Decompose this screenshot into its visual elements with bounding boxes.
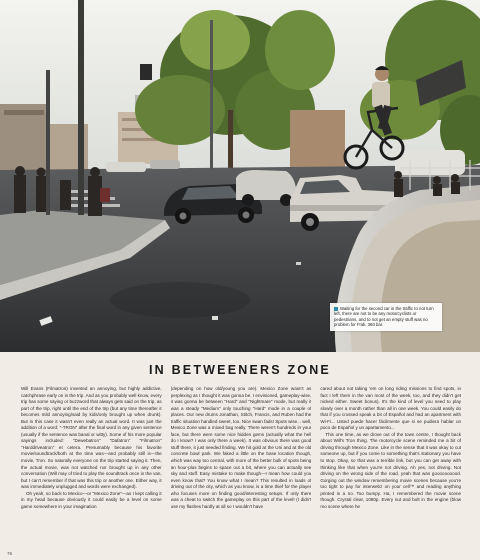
photo-caption xyxy=(330,303,442,331)
caption-marker-icon xyxy=(334,307,338,311)
paragraph: cared about not taking 'em on long riding missions to find spots, in fact I left them in the van most of the week, too, and they didn't get nicked either. Sweet bonus). It's the kind of level you need to play slowly over a month rather than all in one week. You could easily do that if you crossed speak a bit of Español and had an apartment with Wi-Fi... Usted puede hacer fácilmente que si se pudiera hablar un poco de Español y un apartamento... xyxy=(320,386,462,431)
column-1 xyxy=(21,386,162,546)
paragraph: Will Evans (Filmatron) invented an annoying, but highly addictive, catchphrase early on in the trip. And as you probably well know, every trip has some saying or buzzword that always gets said on the trip, as part of the trip, right until the end of the trip (but any time thereafter it becomes mild annoying/said by kids/only brought up when drunk). But in this case it wasn't even really an actual word. It was just the addition of a word: "-TRON" after the final word in any given sentence (usually if the sentence was banal or witty). Some of his more popular sayings included: "Dewebatron" "Dafatron" "Filmatron" "Harddriveatron" et cetera. Presumably because his favorite movie/soundtrack/both at the time was—and probably still is—the movie, Tron. So naturally everyone on the trip started saying it. Then, the actual movie, was not watched nor brought up in any other conversation (Will may of tried to play the soundtrack once in the van, but I can't remember if that was this trip or another one. Either way, it was immediately unplugged and words were exchanged). xyxy=(21,386,162,490)
paragraph: Oh yeah, so back to Mexico—or "Mexico Zone"—as I kept calling it in my head because obviously it could easily be a level on some game somewhere in your imagination xyxy=(21,490,162,509)
paragraph: (depending on how old/young you are). Mexico Zone wasn't as perplexing as I thought it was gonna be. I envisioned, gameplay-wise, it was gonna be between "Hard" and "Nightmare" mode, but really it was a steady "Medium" only touching "Hard" mode in a couple of places. Our new drums Jonathan, Stitch, Francis, and Ruben had the traffic situation handled sweet, too. Nice swan fads! Spots wise... well, Mexico Zone was a mixed bag really. There weren't hundreds in your face, but there were some nice hidden gems (actually what the hell do I know? I was only there a week). It was obvious there was good stuff there, it just needed finding. We hit gold at the Uni and at the old concrete bowl park. We faked a little on the base location though, which was way too central, with more of the better bulk of spots being an hour-plus begins to space out a bit, where you can actually see sky and stuff. Easy mistake to make though—I mean how could you even know that? You know what I mean? This resulted in loads of driving out of the city, which as you know, is a time thief for the player who focuses more on finding good/interesting setups. If only there was a cheat to switch the gameplay on this part of the level! (I didn't use my flashes hardly at all so I wouldn't have xyxy=(170,386,312,509)
article-headline: IN BETWEENERS ZONE xyxy=(149,363,331,377)
caption-text: Waiting for the second car in the traffic to not turn left, there are not to be any motorcyclists or pedestrians, and to not get an empty stuff was no problem for Fridi. 360 bar. xyxy=(334,306,434,328)
page-number: 76 xyxy=(7,551,13,556)
column-2 xyxy=(171,386,312,546)
article-body xyxy=(21,386,461,546)
column-3 xyxy=(320,386,461,546)
paragraph: This one time, as we drove out of the town centre, I thought back about Will's Tron thing. The motorcycle scene reminded me a bit of driving through Mexico Zone. Like in the sense that it was okay to cut someone up, but if you come to something that's stationary you have to stop. Okay, so that was a terrible link, but you can get away with thinking like that when you're not driving. Ah yes, not driving. Not driving on the wrong side of the road, yeah that was goooooooood. Gorging out the window remembering movie scenes because you're too tight to pay for interwebz on your cell™ and reading anything printed is a no. Too bumpy. Ha, I remembered the movie scene though. Crystal clear, 1080p. Every nut and bolt in the engine (blow mo scene where he xyxy=(320,431,462,509)
